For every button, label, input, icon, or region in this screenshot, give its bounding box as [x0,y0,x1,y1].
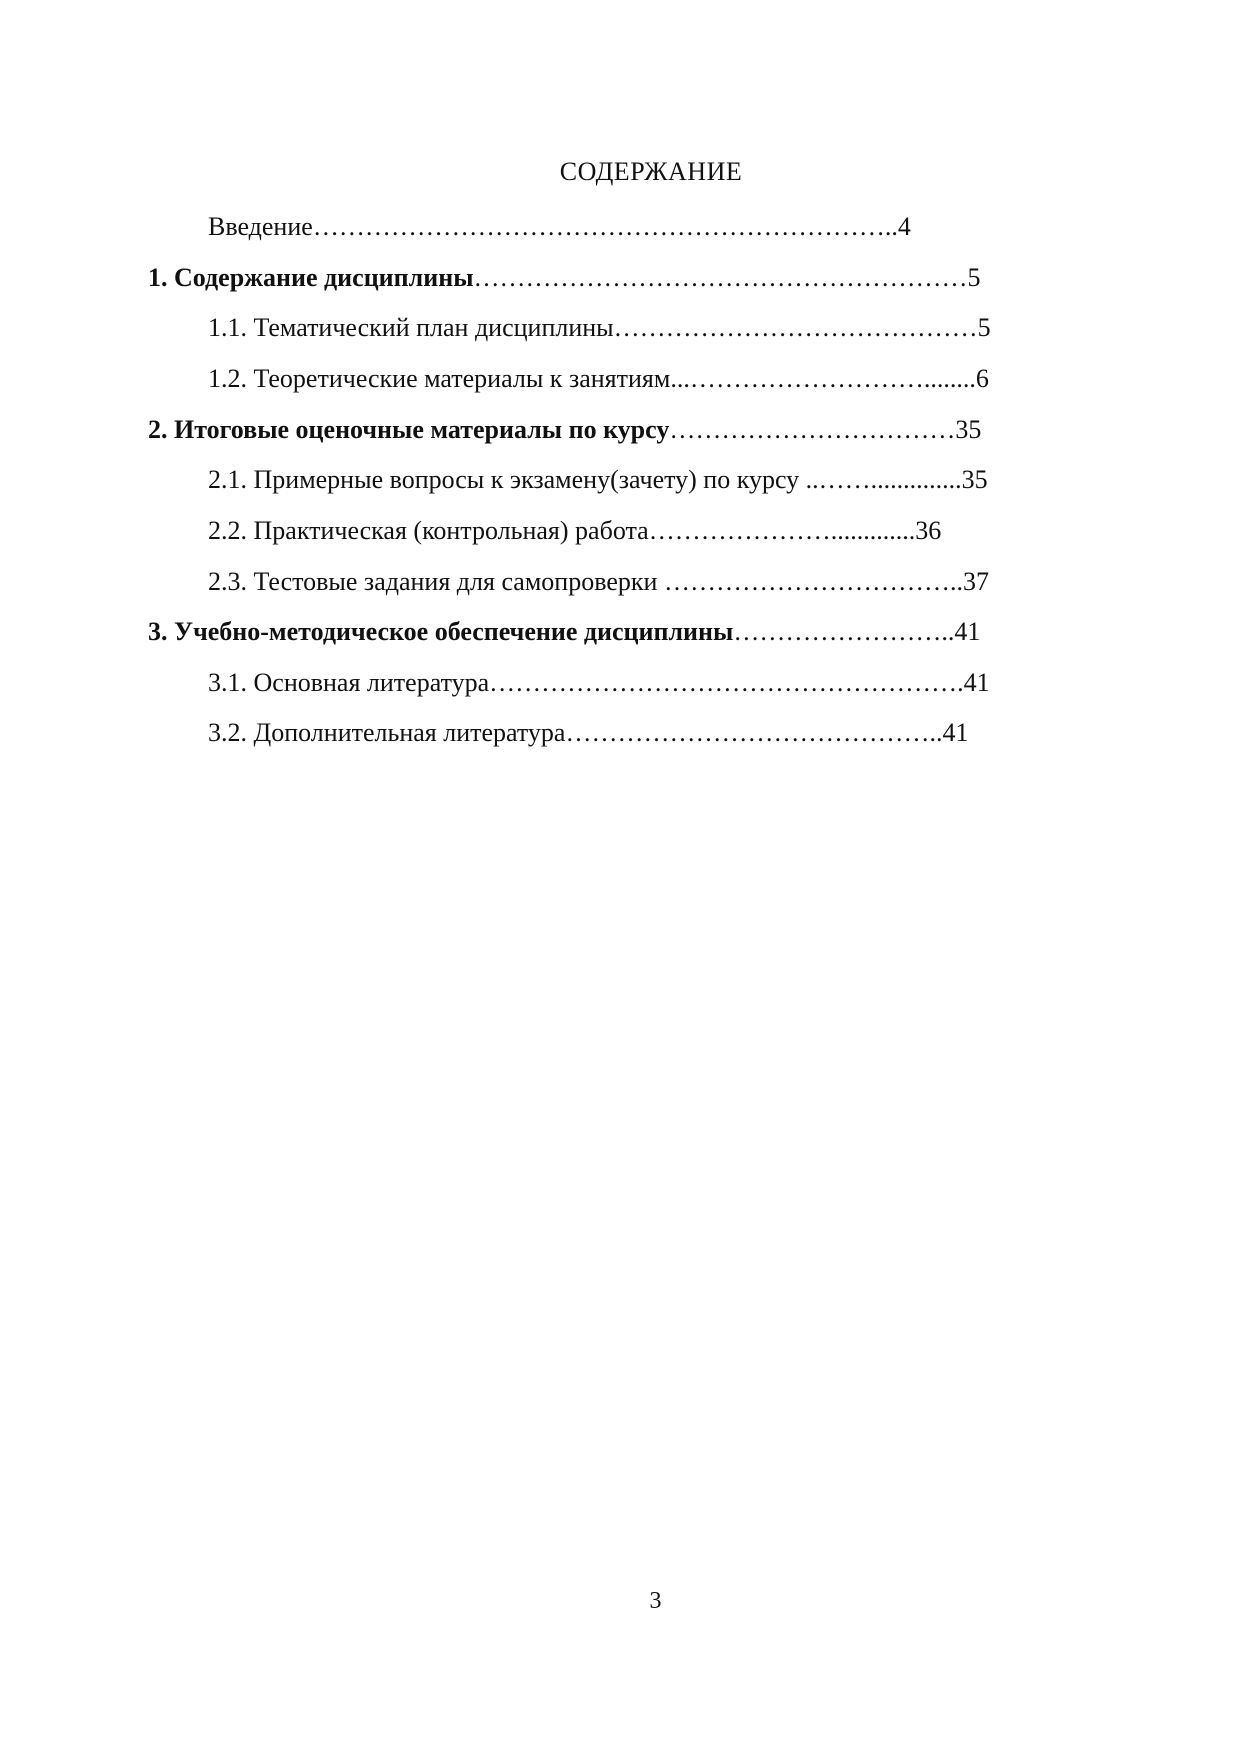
toc-entry-label: 2. Итоговые оценочные материалы по курсу [148,415,670,444]
toc-entry-page: 41 [942,718,969,747]
toc-entry-section-1-1[interactable] [208,308,1090,348]
toc-entry-page: 35 [955,415,982,444]
toc-entry-leader: ..…….............. [799,465,962,494]
toc-entry-section-1[interactable] [148,258,1088,298]
toc-title: СОДЕРЖАНИЕ [559,157,743,186]
toc-entry-introduction[interactable] [208,207,1090,247]
toc-entry-label: 1.1. Тематический план дисциплины [208,313,614,342]
toc-entry-label: Введение [208,212,313,241]
toc-entry-page: 5 [967,263,981,292]
page-number: 3 [649,1588,662,1614]
toc-entry-leader: …………………………………….. [565,718,943,747]
toc-entry-label: 1.2. Теоретические материалы к занятиям [208,364,671,393]
toc-entry-section-2-2[interactable] [208,511,1090,551]
toc-entry-leader: ………………………………………………… [473,263,968,292]
toc-entry-label: 2.1. Примерные вопросы к экзамену(зачету) по курсу [208,465,800,494]
toc-entry-section-3-2[interactable] [208,713,1098,753]
toc-entry-label: 1. Содержание дисциплины [148,263,474,292]
toc-entry-page: 41 [954,617,981,646]
toc-entry-section-2-1[interactable] [208,460,1090,500]
toc-entry-leader: ………………………………………………. [489,668,964,697]
toc-entry-page: 6 [975,364,989,393]
toc-entry-page: 41 [963,668,990,697]
toc-entry-leader: …………………………………… [613,313,978,342]
toc-entry-label: 3.2. Дополнительная литература [208,718,566,747]
toc-entry-leader: …………………………… [669,415,956,444]
toc-entry-leader: …………………............. [648,516,916,545]
toc-entry-section-2[interactable] [148,410,1090,450]
toc-entry-label: 2.2. Практическая (контрольная) работа [208,516,649,545]
toc-entry-page: 4 [897,212,911,241]
toc-entry-leader: …………………………….. [657,567,963,596]
toc-entry-leader: …………………….. [733,617,955,646]
toc-entry-section-2-3[interactable] [208,562,1090,602]
toc-entry-section-1-2[interactable] [208,359,1090,399]
toc-entry-section-3[interactable] [148,612,1088,652]
toc-entry-label: 2.3. Тестовые задания для самопроверки [208,567,658,596]
toc-entry-section-3-1[interactable] [208,663,1090,703]
toc-entry-leader: ...………………………........ [670,364,976,393]
toc-entry-page: 37 [962,567,989,596]
toc-entry-page: 36 [915,516,942,545]
toc-entry-label: 3. Учебно-методическое обеспечение дисциплины [148,617,734,646]
toc-entry-page: 5 [977,313,991,342]
toc-entry-leader: ………………………………………………………….. [312,212,898,241]
toc-entry-page: 35 [961,465,988,494]
toc-entry-label: 3.1. Основная литература [208,668,490,697]
